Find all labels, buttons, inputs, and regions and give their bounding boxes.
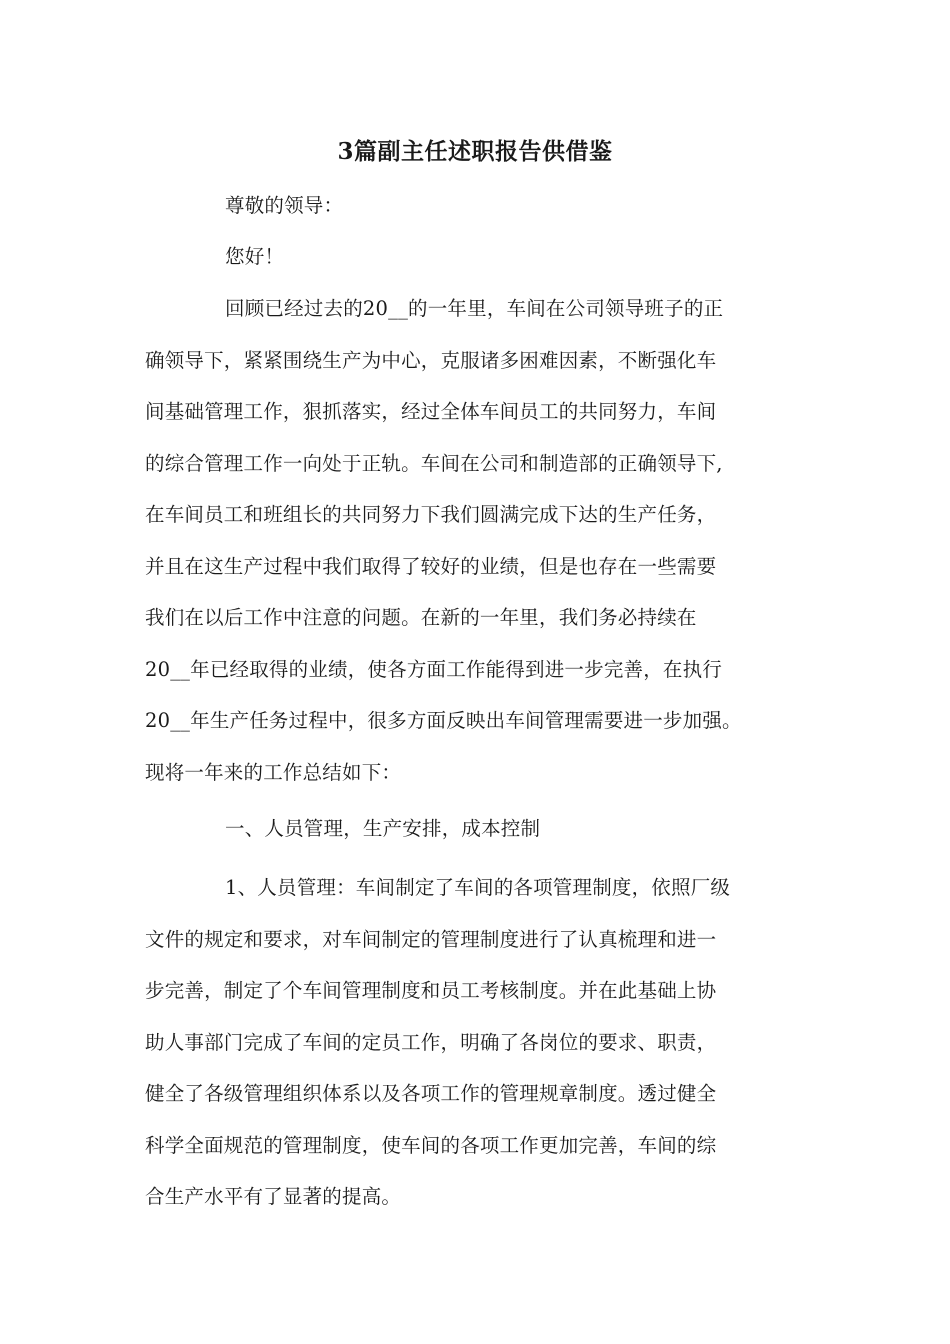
section-heading-text: 一、人员管理，生产安排，成本控制 [225,817,541,840]
salutation-text: 尊敬的领导： [225,194,344,217]
paragraph-line: 在车间员工和班组长的共同努力下我们圆满完成下达的生产任务， [145,503,717,526]
paragraph-line: 20__年已经取得的业绩，使各方面工作能得到进一步完善，在执行 [145,657,723,681]
paragraph-line: 确领导下，紧紧围绕生产为中心，克服诸多困难因素，不断强化车 [145,348,717,372]
paragraph-line: 间基础管理工作，狠抓落实，经过全体车间员工的共同努力，车间 [145,400,717,423]
paragraph-line: 现将一年来的工作总结如下： [145,760,402,784]
paragraph-line: 文件的规定和要求，对车间制定的管理制度进行了认真梳理和进一 [145,927,717,951]
paragraph-line: 的综合管理工作一向处于正轨。车间在公司和制造部的正确领导下, [145,451,723,475]
paragraph-line: 科学全面规范的管理制度，使车间的各项工作更加完善，车间的综 [145,1133,717,1157]
paragraph-line: 1、人员管理：车间制定了车间的各项管理制度，依照厂级 [225,876,731,899]
salutation [145,180,810,232]
paragraph-line: 步完善，制定了个车间管理制度和员工考核制度。并在此基础上协 [145,979,717,1002]
greeting [145,231,810,283]
paragraph-line: 助人事部门完成了车间的定员工作，明确了各岗位的要求、职责， [145,1030,717,1054]
paragraph-line: 20__年生产任务过程中，很多方面反映出车间管理需要进一步加强。 [145,709,742,732]
paragraph-line: 健全了各级管理组织体系以及各项工作的管理规章制度。透过健全 [145,1082,717,1105]
document-title: 3篇副主任述职报告供借鉴 [337,138,613,165]
section-heading [145,803,810,855]
paragraph-line: 合生产水平有了显著的提高。 [145,1185,402,1208]
paragraph-2 [145,862,810,1223]
paragraph-line: 我们在以后工作中注意的问题。在新的一年里，我们务必持续在 [145,606,697,629]
paragraph-line: 回顾已经过去的20__的一年里，车间在公司领导班子的正 [225,297,724,320]
greeting-text: 您好！ [225,245,285,268]
paragraph-1 [145,283,810,798]
paragraph-line: 并且在这生产过程中我们取得了较好的业绩，但是也存在一些需要 [145,554,717,578]
